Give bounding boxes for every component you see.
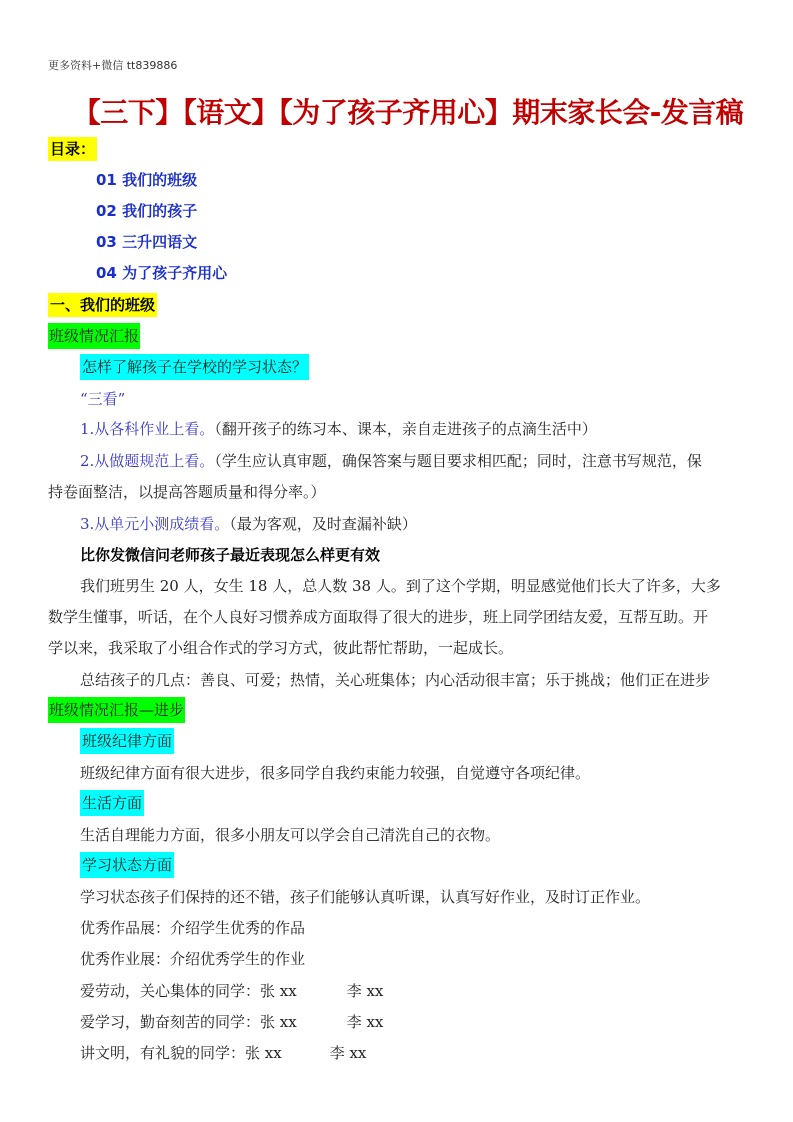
look-item-2 [80,451,702,471]
award-row-manners [80,1043,366,1063]
award-label: 爱劳动，关心集体的同学：张 xx [80,982,297,1000]
toc-item-02: 02 我们的孩子 [96,202,198,220]
aspect-text-study: 学习状态孩子们保持的还不错，孩子们能够认真听课，认真写好作业，及时订正作业。 [80,888,651,906]
look-item-3-detail: （最为客观，及时查漏补缺） [229,515,417,533]
look-item-3 [80,514,417,534]
aspect-title-study: 学习状态方面 [80,852,174,878]
toc-item-03: 03 三升四语文 [96,233,198,251]
subheading-class-progress: 班级情况汇报—进步 [48,697,185,723]
aspect-title-discipline: 班级纪律方面 [80,728,174,754]
look-item-2-detail: （学生应认真审题，确保答案与题目要求相匹配；同时，注意书写规范，保 [214,452,702,470]
aspect-text-life: 生活自理能力方面，很多小朋友可以学会自己清洗自己的衣物。 [80,826,501,844]
toc-item-01: 01 我们的班级 [96,171,198,189]
section-heading-our-class: 一、我们的班级 [48,293,157,317]
look-item-1-lead: 1.从各科作业上看。 [80,420,215,438]
aspect-title-life: 生活方面 [80,790,144,816]
look-item-3-lead: 3.从单元小测成绩看。 [80,515,230,533]
award-row-labor [80,981,383,1001]
aspect-text-discipline: 班级纪律方面有很大进步，很多同学自我约束能力较强，自觉遵守各项纪律。 [80,764,591,782]
award-second-name: 李 xx [346,982,384,1000]
award-row-study [80,1012,383,1032]
toc-item-04: 04 为了孩子齐用心 [96,264,228,282]
class-intro-line-2: 数学生懂事，听话，在个人良好习惯养成方面取得了很大的进步，班上同学团结友爱，互帮互助。开 [48,608,709,626]
award-second-name: 李 xx [329,1044,367,1062]
summary-line: 总结孩子的几点：善良、可爱；热情，关心班集体；内心活动很丰富；乐于挑战；他们正在进步 [80,671,711,689]
class-intro-line-1: 我们班男生 20 人，女生 18 人，总人数 38 人。到了这个学期，明显感觉他们长大了许多，大多 [80,577,721,595]
award-label: 爱学习，勤奋刻苦的同学：张 xx [80,1013,297,1031]
class-intro-line-3: 学以来，我采取了小组合作式的学习方式，彼此帮忙帮助，一起成长。 [48,639,514,657]
subheading-class-report: 班级情况汇报 [48,323,140,349]
document-title: 【三下】【语文】【为了孩子齐用心】期末家长会-发言稿 [72,96,744,129]
toc-label: 目录： [48,137,97,161]
question-heading: 怎样了解孩子在学校的学习状态？ [80,354,309,380]
showcase-works: 优秀作品展：介绍学生优秀的作品 [80,919,306,937]
look-item-2-lead: 2.从做题规范上看。 [80,452,215,470]
watermark-text: 更多资料+微信 tt839886 [48,59,178,72]
look-item-1-detail: （翻开孩子的练习本、课本，亲自走进孩子的点滴生活中） [214,420,597,438]
look-item-2-continuation: 持卷面整洁，以提高答题质量和得分率。） [48,483,326,501]
showcase-homework: 优秀作业展：介绍优秀学生的作业 [80,950,306,968]
award-label: 讲文明，有礼貌的同学：张 xx [80,1044,282,1062]
award-second-name: 李 xx [346,1013,384,1031]
look-item-1 [80,419,597,439]
three-looks-label: “三看” [80,390,126,408]
bold-emphasis-line: 比你发微信问老师孩子最近表现怎么样更有效 [80,546,381,564]
